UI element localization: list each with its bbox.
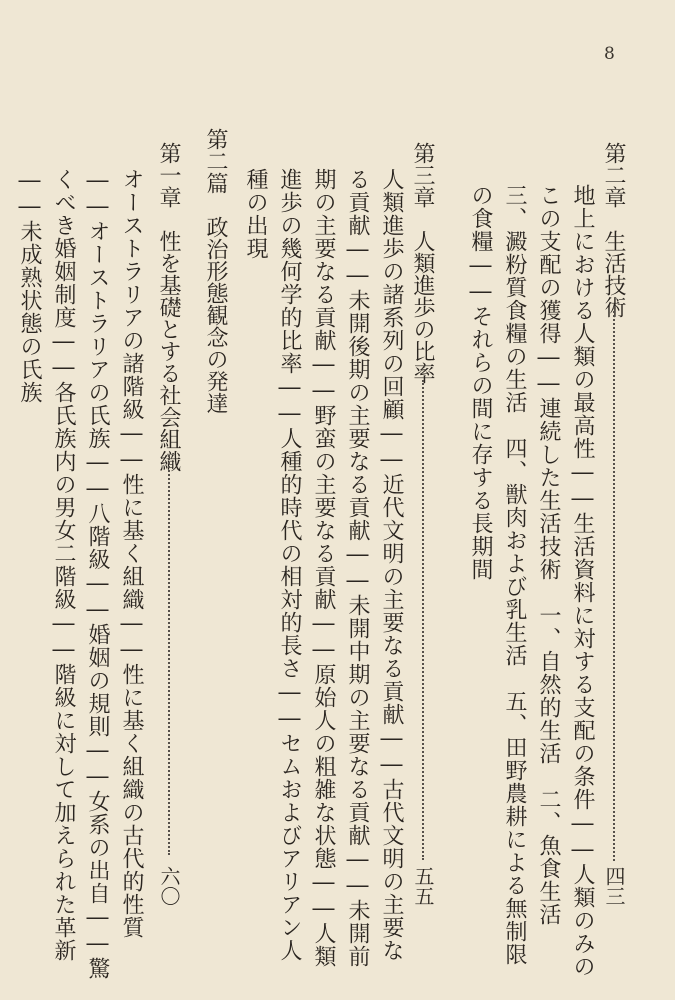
chapter2-line: この支配の獲得――連続した生活技術 一、自然的生活 二、魚食生活 — [536, 184, 561, 926]
chapter1-line: ――オーストラリアの氏族――八階級――婚姻の規則――女系の出自――驚 — [85, 168, 110, 980]
chapter3-leader — [422, 380, 424, 860]
chapter2-line: 三、澱粉質食糧の生活 四、獣肉および乳生活 五、田野農耕による無制限 — [502, 184, 527, 966]
chapter1-leader — [168, 455, 170, 855]
chapter1-line: ――未成熟状態の氏族 — [17, 168, 42, 404]
chapter3-title: 第三章 人類進歩の比率 — [410, 142, 435, 384]
chapter1-page: 六〇 — [157, 866, 181, 906]
chapter2-title: 第二章 生活技術 — [601, 142, 626, 318]
chapter1-title: 第一章 性を基礎とする社会組織 — [156, 142, 181, 472]
chapter1-line: くべき婚姻制度――各氏族内の男女二階級――階級に対して加えられた革新 — [51, 168, 76, 962]
chapter1-line: オーストラリアの諸階級――性に基く組織――性に基く組織の古代的性質 — [119, 168, 144, 939]
chapter2-line: 地上における人類の最高性――生活資料に対する支配の条件――人類のみの — [570, 184, 595, 978]
chapter2-line: の食糧――それらの間に存する長期間 — [468, 184, 493, 581]
chapter3-line: 人類進歩の諸系列の回顧――近代文明の主要なる貢献――古代文明の主要な — [379, 168, 404, 962]
chapter3-line: 進歩の幾何学的比率――人種的時代の相対的長さ――セムおよびアリアン人 — [277, 168, 302, 962]
chapter3-line: 種の出現 — [243, 168, 268, 260]
chapter3-line: る貢献――未開後期の主要なる貢献――未開中期の主要なる貢献――未開前 — [345, 168, 370, 968]
chapter3-page: 五五 — [411, 866, 435, 906]
chapter2-page: 四三 — [602, 866, 626, 906]
chapter2-leader — [613, 306, 615, 861]
part2-title: 第二篇 政治形態観念の発達 — [203, 128, 228, 414]
page-number: 8 — [604, 44, 615, 64]
chapter3-line: 期の主要なる貢献――野蛮の主要なる貢献――原始人の粗雑な状態――人類 — [311, 168, 336, 968]
